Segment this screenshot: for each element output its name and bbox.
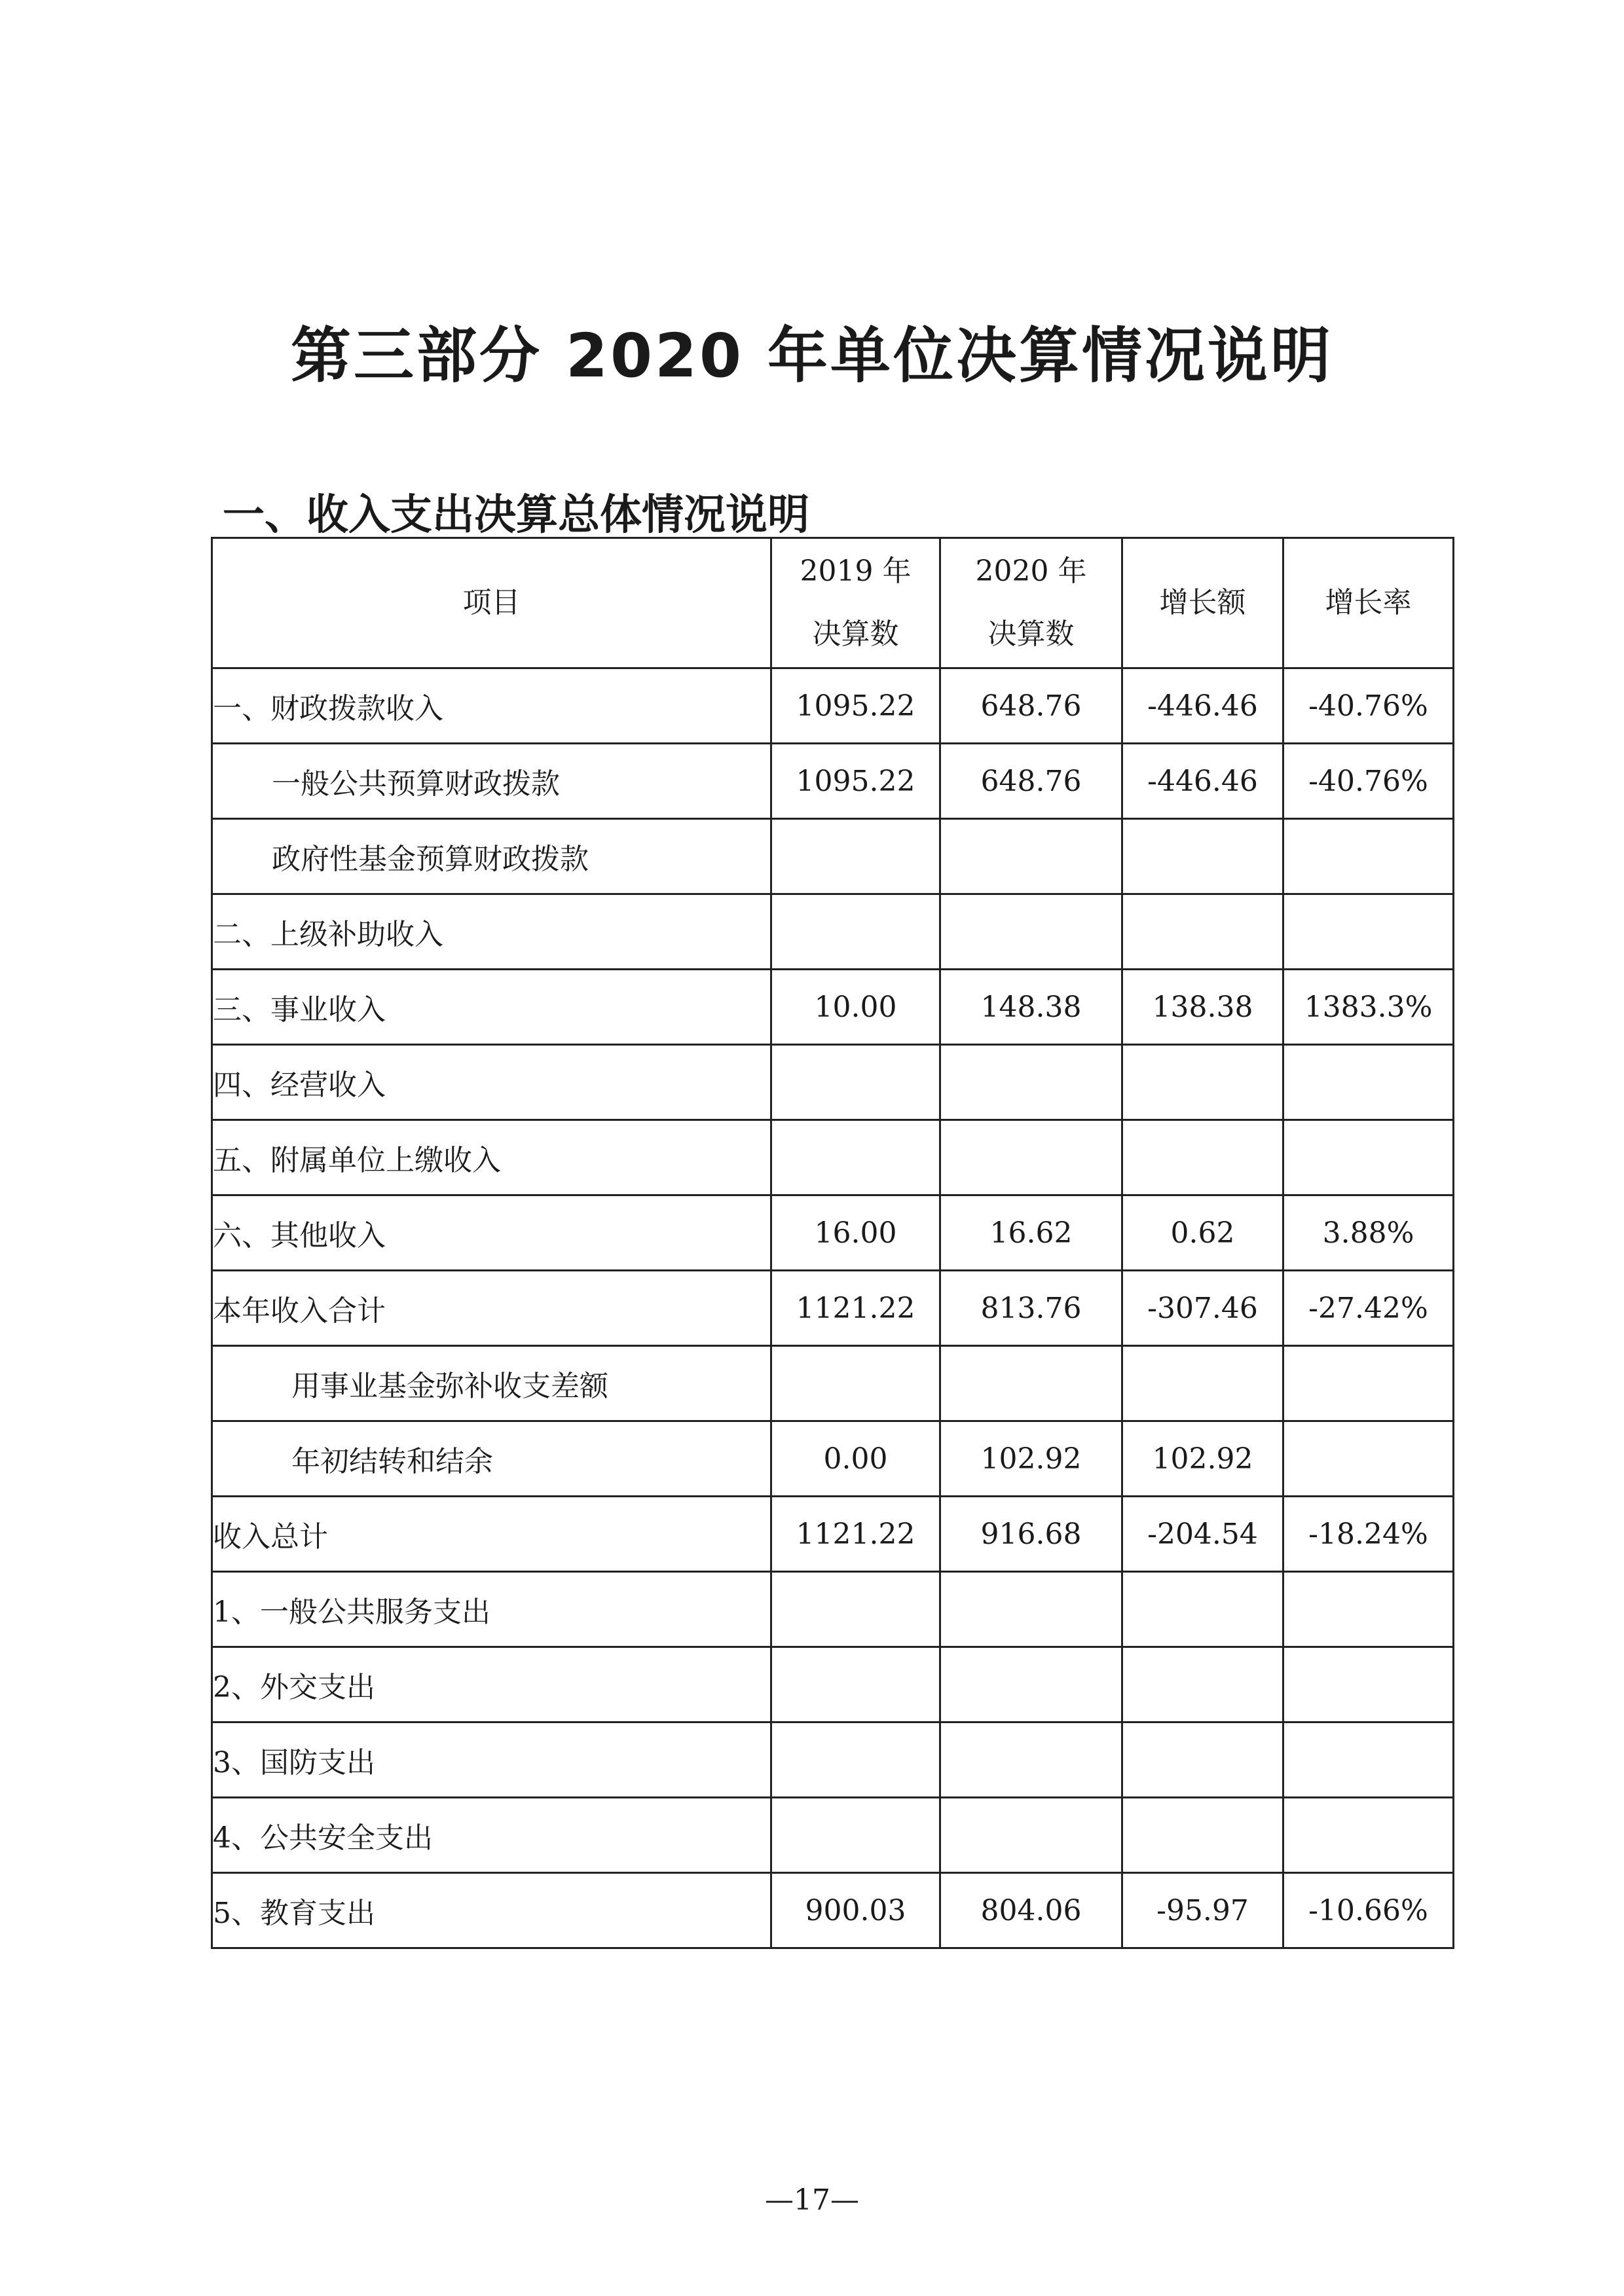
row-label: 一、财政拨款收入 <box>212 668 771 744</box>
value-2019 <box>771 1798 940 1873</box>
row-label: 1、一般公共服务支出 <box>212 1572 771 1647</box>
growth-amount <box>1122 1045 1283 1120</box>
growth-amount <box>1122 1346 1283 1421</box>
growth-amount <box>1122 1722 1283 1798</box>
growth-amount: -95.97 <box>1122 1873 1283 1948</box>
value-2019 <box>771 1647 940 1722</box>
value-2020 <box>940 1045 1122 1120</box>
table-row <box>212 1647 1454 1722</box>
table-row <box>212 1798 1454 1873</box>
growth-rate <box>1283 1346 1454 1421</box>
value-2019: 16.00 <box>771 1195 940 1271</box>
table-row <box>212 819 1454 894</box>
growth-rate <box>1283 894 1454 970</box>
value-2019: 1121.22 <box>771 1497 940 1572</box>
growth-amount <box>1122 1798 1283 1873</box>
value-2019: 1121.22 <box>771 1271 940 1346</box>
growth-rate: -40.76% <box>1283 668 1454 744</box>
table-row <box>212 1195 1454 1271</box>
growth-rate <box>1283 1572 1454 1647</box>
value-2019: 900.03 <box>771 1873 940 1948</box>
table-row <box>212 744 1454 819</box>
row-label: 二、上级补助收入 <box>212 894 771 970</box>
table-header-row <box>212 538 1454 668</box>
header-rate-text: 增长率 <box>1325 586 1412 619</box>
value-2020: 804.06 <box>940 1873 1122 1948</box>
row-label: 一般公共预算财政拨款 <box>212 744 771 819</box>
value-2019: 10.00 <box>771 970 940 1045</box>
growth-rate: 1383.3% <box>1283 970 1454 1045</box>
value-2019: 0.00 <box>771 1421 940 1497</box>
header-2019-text: 2019 年 决算数 <box>800 555 912 651</box>
growth-amount: -307.46 <box>1122 1271 1283 1346</box>
growth-amount: 138.38 <box>1122 970 1283 1045</box>
growth-rate <box>1283 1798 1454 1873</box>
table-row <box>212 1045 1454 1120</box>
row-label: 2、外交支出 <box>212 1647 771 1722</box>
row-label: 用事业基金弥补收支差额 <box>212 1346 771 1421</box>
row-label: 四、经营收入 <box>212 1045 771 1120</box>
row-label: 三、事业收入 <box>212 970 771 1045</box>
growth-rate: -10.66% <box>1283 1873 1454 1948</box>
header-growth <box>1122 538 1283 668</box>
growth-amount <box>1122 894 1283 970</box>
table-row <box>212 1271 1454 1346</box>
header-item <box>212 538 771 668</box>
table-row <box>212 1120 1454 1195</box>
row-label: 五、附属单位上缴收入 <box>212 1120 771 1195</box>
growth-amount <box>1122 1120 1283 1195</box>
growth-amount: -446.46 <box>1122 668 1283 744</box>
value-2019 <box>771 1722 940 1798</box>
value-2020 <box>940 1120 1122 1195</box>
growth-rate <box>1283 1421 1454 1497</box>
row-label: 3、国防支出 <box>212 1722 771 1798</box>
value-2020: 102.92 <box>940 1421 1122 1497</box>
value-2019: 1095.22 <box>771 744 940 819</box>
value-2020 <box>940 1647 1122 1722</box>
value-2020 <box>940 1798 1122 1873</box>
table-row <box>212 970 1454 1045</box>
growth-rate: -27.42% <box>1283 1271 1454 1346</box>
value-2019: 1095.22 <box>771 668 940 744</box>
growth-rate: -18.24% <box>1283 1497 1454 1572</box>
growth-rate <box>1283 1722 1454 1798</box>
value-2019 <box>771 1346 940 1421</box>
header-2020 <box>940 538 1122 668</box>
page-number: —17— <box>765 2183 859 2217</box>
table-row <box>212 894 1454 970</box>
growth-amount: -204.54 <box>1122 1497 1283 1572</box>
table-row <box>212 1722 1454 1798</box>
value-2020: 916.68 <box>940 1497 1122 1572</box>
growth-rate: -40.76% <box>1283 744 1454 819</box>
value-2019 <box>771 1572 940 1647</box>
header-2019 <box>771 538 940 668</box>
value-2020 <box>940 1346 1122 1421</box>
table-row <box>212 1346 1454 1421</box>
value-2020: 16.62 <box>940 1195 1122 1271</box>
row-label: 4、公共安全支出 <box>212 1798 771 1873</box>
table-row <box>212 668 1454 744</box>
growth-amount: 102.92 <box>1122 1421 1283 1497</box>
row-label: 年初结转和结余 <box>212 1421 771 1497</box>
header-growth-text: 增长额 <box>1159 586 1246 619</box>
budget-table <box>211 537 1454 1949</box>
growth-rate <box>1283 1045 1454 1120</box>
value-2020 <box>940 894 1122 970</box>
growth-rate <box>1283 819 1454 894</box>
table-row <box>212 1873 1454 1948</box>
value-2020: 648.76 <box>940 668 1122 744</box>
header-2020-text: 2020 年 决算数 <box>975 555 1087 651</box>
row-label: 本年收入合计 <box>212 1271 771 1346</box>
value-2020 <box>940 1722 1122 1798</box>
row-label: 六、其他收入 <box>212 1195 771 1271</box>
value-2019 <box>771 1120 940 1195</box>
header-rate <box>1283 538 1454 668</box>
table-row <box>212 1497 1454 1572</box>
row-label: 政府性基金预算财政拨款 <box>212 819 771 894</box>
growth-rate: 3.88% <box>1283 1195 1454 1271</box>
value-2019 <box>771 1045 940 1120</box>
row-label: 收入总计 <box>212 1497 771 1572</box>
row-label: 5、教育支出 <box>212 1873 771 1948</box>
value-2019 <box>771 894 940 970</box>
growth-amount: 0.62 <box>1122 1195 1283 1271</box>
value-2020 <box>940 1572 1122 1647</box>
table-row <box>212 1572 1454 1647</box>
growth-amount <box>1122 819 1283 894</box>
table-row <box>212 1421 1454 1497</box>
growth-amount <box>1122 1647 1283 1722</box>
growth-rate <box>1283 1120 1454 1195</box>
page-title: 第三部分 2020 年单位决算情况说明 <box>290 321 1334 391</box>
value-2020 <box>940 819 1122 894</box>
section-title: 一、收入支出决算总体情况说明 <box>223 491 809 539</box>
growth-amount: -446.46 <box>1122 744 1283 819</box>
growth-amount <box>1122 1572 1283 1647</box>
value-2019 <box>771 819 940 894</box>
growth-rate <box>1283 1647 1454 1722</box>
value-2020: 813.76 <box>940 1271 1122 1346</box>
header-item-text: 项目 <box>462 586 521 619</box>
value-2020: 148.38 <box>940 970 1122 1045</box>
value-2020: 648.76 <box>940 744 1122 819</box>
